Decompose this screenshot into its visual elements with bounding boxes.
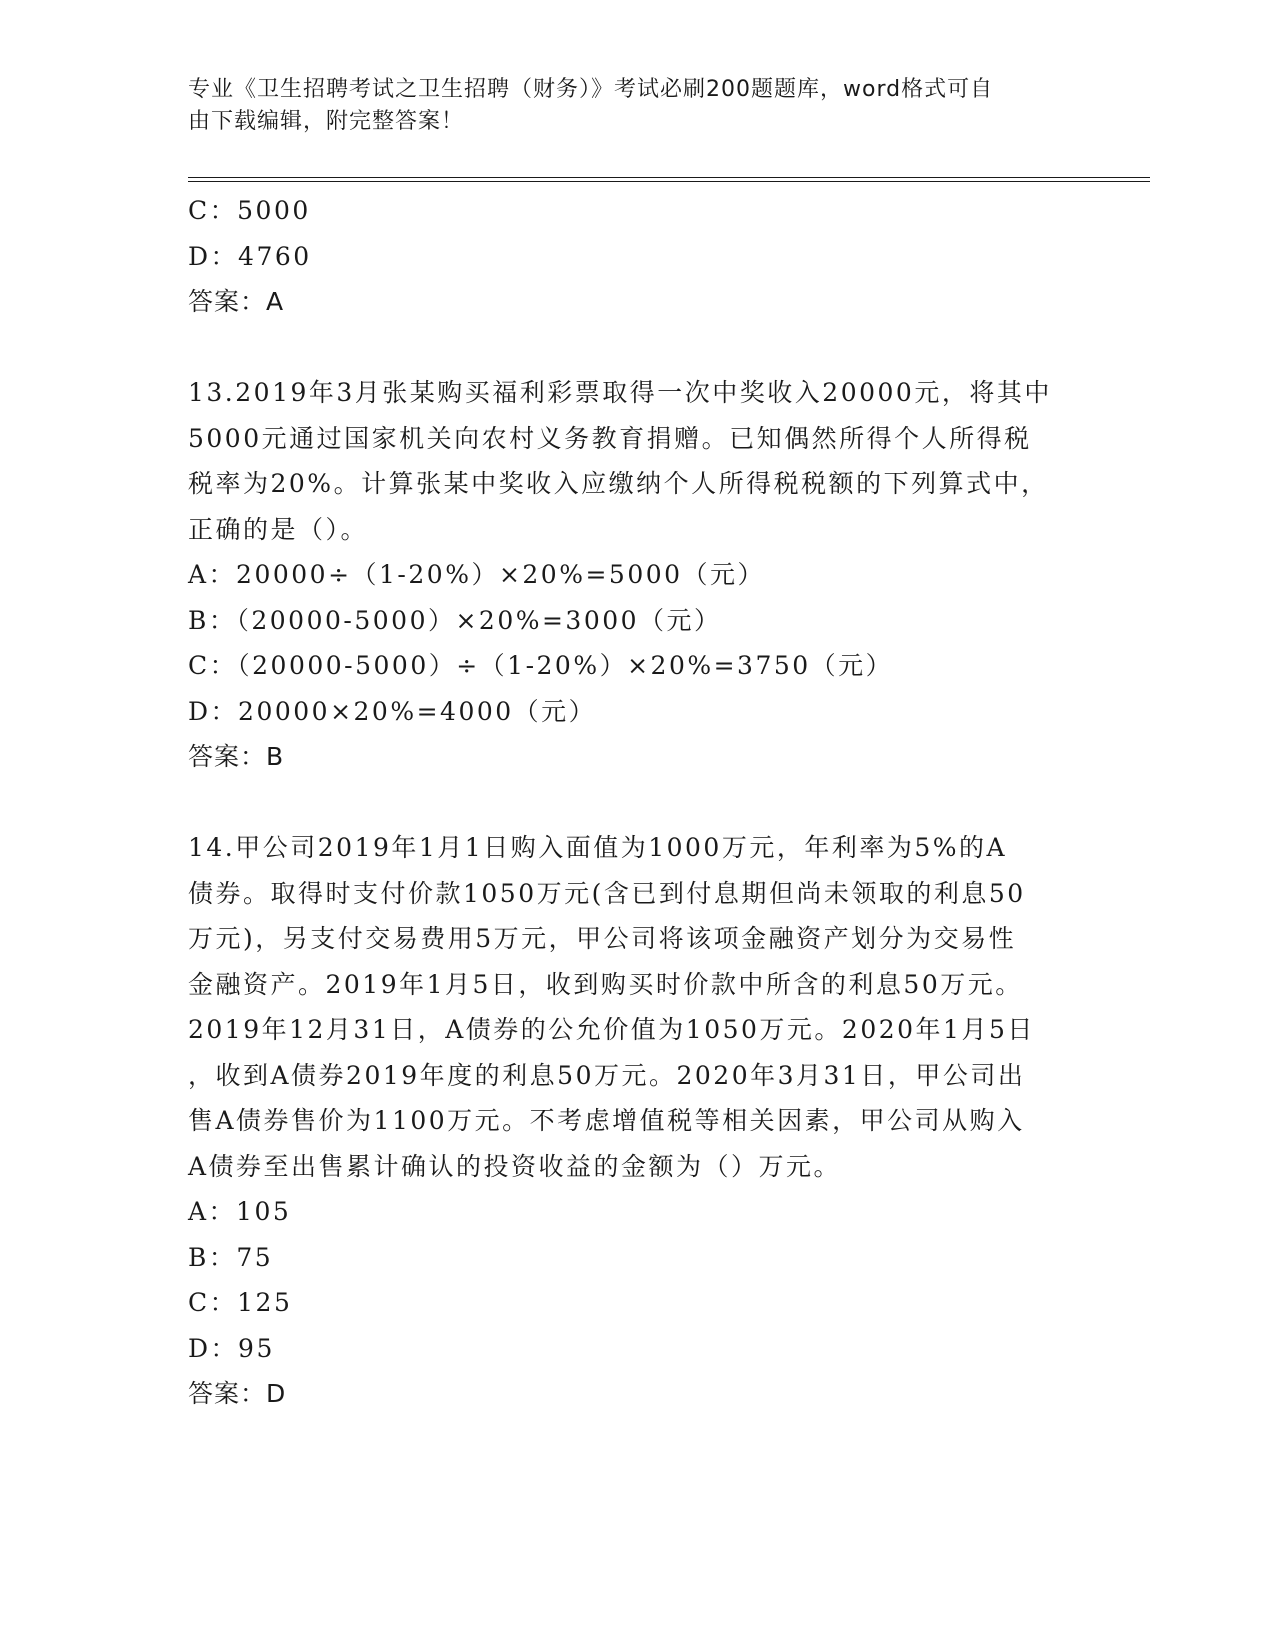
header-rule-bottom (188, 181, 1150, 182)
page-content (188, 188, 1088, 1417)
option-d: D：4760 (188, 241, 312, 271)
option-b: B：75 (188, 1242, 274, 1272)
option-c: C：5000 (188, 196, 311, 225)
prev-question (188, 188, 1088, 325)
question-stem-line: 5000元通过国家机关向农村义务教育捐赠。已知偶然所得个人所得税 (188, 423, 1032, 453)
answer-line: 答案：D (188, 1379, 287, 1408)
question-stem-line: 2019年12月31日，A债券的公允价值为1050万元。2020年1月5日 (188, 1015, 1035, 1044)
question-stem-line: 售A债券售价为1100万元。不考虑增值税等相关因素，甲公司从购入 (188, 1106, 1025, 1135)
question-14 (188, 825, 1088, 1417)
spacer (188, 780, 1088, 826)
question-stem-line: 正确的是（）。 (188, 514, 369, 544)
header-title-line-1: 专业《卫生招聘考试之卫生招聘（财务）》考试必刷200题题库，word格式可自 (188, 77, 994, 102)
question-stem-line: 金融资产。2019年1月5日，收到购买时价款中所含的利息50万元。 (188, 969, 1023, 999)
header-rule-top (188, 177, 1150, 178)
option-c: C：125 (188, 1288, 293, 1317)
question-stem-line: 14.甲公司2019年1月1日购入面值为1000万元，年利率为5%的A (188, 833, 1008, 862)
option-d: D：20000×20%=4000（元） (188, 696, 597, 726)
question-stem-line: ，收到A债券2019年度的利息50万元。2020年3月31日，甲公司出 (188, 1060, 1026, 1090)
answer-line: 答案：A (188, 287, 285, 316)
question-stem-line: 13.2019年3月张某购买福利彩票取得一次中奖收入20000元，将其中 (188, 378, 1052, 407)
option-c: C：（20000-5000）÷（1-20%）×20%=3750（元） (188, 651, 894, 680)
header-title-line-2: 由下载编辑，附完整答案！ (188, 109, 465, 134)
question-13 (188, 370, 1088, 780)
answer-line: 答案：B (188, 742, 285, 771)
option-d: D：95 (188, 1333, 275, 1363)
question-stem-line: 债券。取得时支付价款1050万元(含已到付息期但尚未领取的利息50 (188, 878, 1026, 908)
question-stem-line: 万元)，另支付交易费用5万元，甲公司将该项金融资产划分为交易性 (188, 924, 1017, 953)
page-header (188, 74, 1068, 138)
option-b: B：（20000-5000）×20%=3000（元） (188, 605, 722, 635)
question-stem-line: A债券至出售累计确认的投资收益的金额为（）万元。 (188, 1151, 842, 1181)
question-stem-line: 税率为20%。计算张某中奖收入应缴纳个人所得税税额的下列算式中， (188, 469, 1049, 498)
option-a: A：20000÷（1-20%）×20%=5000（元） (188, 560, 766, 589)
spacer (188, 325, 1088, 371)
option-a: A：105 (188, 1197, 292, 1226)
